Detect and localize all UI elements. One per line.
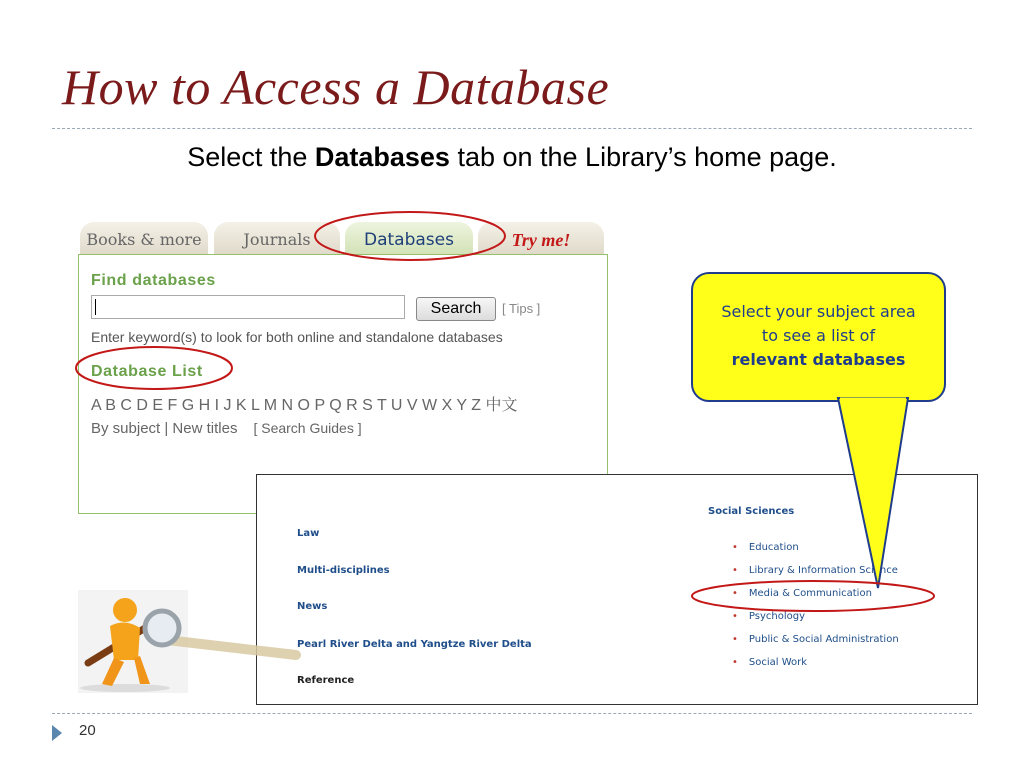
list-item[interactable]: • Library & Information Science xyxy=(732,565,898,576)
by-subject-link[interactable]: By subject | New titles xyxy=(91,420,238,437)
subject-pearl-river-delta[interactable]: Pearl River Delta and Yangtze River Delta xyxy=(297,639,532,650)
media-communication-highlight xyxy=(692,581,934,611)
play-arrow-icon xyxy=(52,725,62,741)
item-public-social-administration: Public & Social Administration xyxy=(748,634,899,645)
list-item[interactable]: • Psychology xyxy=(732,611,806,622)
subtitle-suffix: tab on the Library’s home page. xyxy=(449,142,837,172)
item-library-information-science: Library & Information Science xyxy=(748,565,898,576)
find-databases-heading: Find databases xyxy=(91,272,216,289)
databases-tab-highlight xyxy=(315,212,505,260)
search-button[interactable]: Search xyxy=(416,297,496,321)
list-item[interactable]: • Social Work xyxy=(732,657,808,668)
social-sciences-heading[interactable]: Social Sciences xyxy=(708,506,795,517)
item-psychology: Psychology xyxy=(748,611,806,622)
list-item[interactable]: • Education xyxy=(732,542,799,553)
alphabet-index[interactable]: A B C D E F G H I J K L M N O P Q R S T U V W X Y Z 中文 xyxy=(91,397,518,414)
search-guides-link[interactable]: [ Search Guides ] xyxy=(253,420,362,436)
bottom-divider xyxy=(52,713,972,714)
subject-news[interactable]: News xyxy=(297,601,328,612)
item-media-communication: Media & Communication xyxy=(748,588,872,599)
database-list-heading[interactable]: Database List xyxy=(91,363,203,380)
tab-books-and-more[interactable]: Books & more xyxy=(80,222,208,258)
slide-number: 20 xyxy=(79,722,96,739)
slide-title: How to Access a Database xyxy=(62,59,610,115)
tab-journals[interactable]: Journals xyxy=(214,222,340,258)
tab-try-me[interactable]: Try me! xyxy=(478,222,604,258)
item-social-work: Social Work xyxy=(748,657,808,668)
subject-law[interactable]: Law xyxy=(297,528,320,539)
callout-pointer xyxy=(838,398,908,588)
subject-reference[interactable]: Reference xyxy=(297,675,355,686)
subtitle-prefix: Select the xyxy=(187,142,315,172)
callout-line-2: to see a list of xyxy=(761,326,876,345)
database-list-highlight xyxy=(76,347,232,389)
tips-link[interactable]: [ Tips ] xyxy=(502,301,541,316)
search-hint: Enter keyword(s) to look for both online and standalone databases xyxy=(91,329,503,345)
tab-databases[interactable]: Databases xyxy=(345,222,473,258)
list-item[interactable]: • Public & Social Administration xyxy=(732,634,899,645)
callout-line-3: relevant databases xyxy=(731,350,906,369)
subtitle-bold: Databases xyxy=(314,142,450,172)
subject-multi-disciplines[interactable]: Multi-disciplines xyxy=(297,565,390,576)
callout-line-1: Select your subject area xyxy=(721,302,916,321)
list-item[interactable]: • Media & Communication xyxy=(732,588,872,599)
item-education: Education xyxy=(748,542,799,553)
figure-with-magnifier-icon xyxy=(78,590,296,693)
